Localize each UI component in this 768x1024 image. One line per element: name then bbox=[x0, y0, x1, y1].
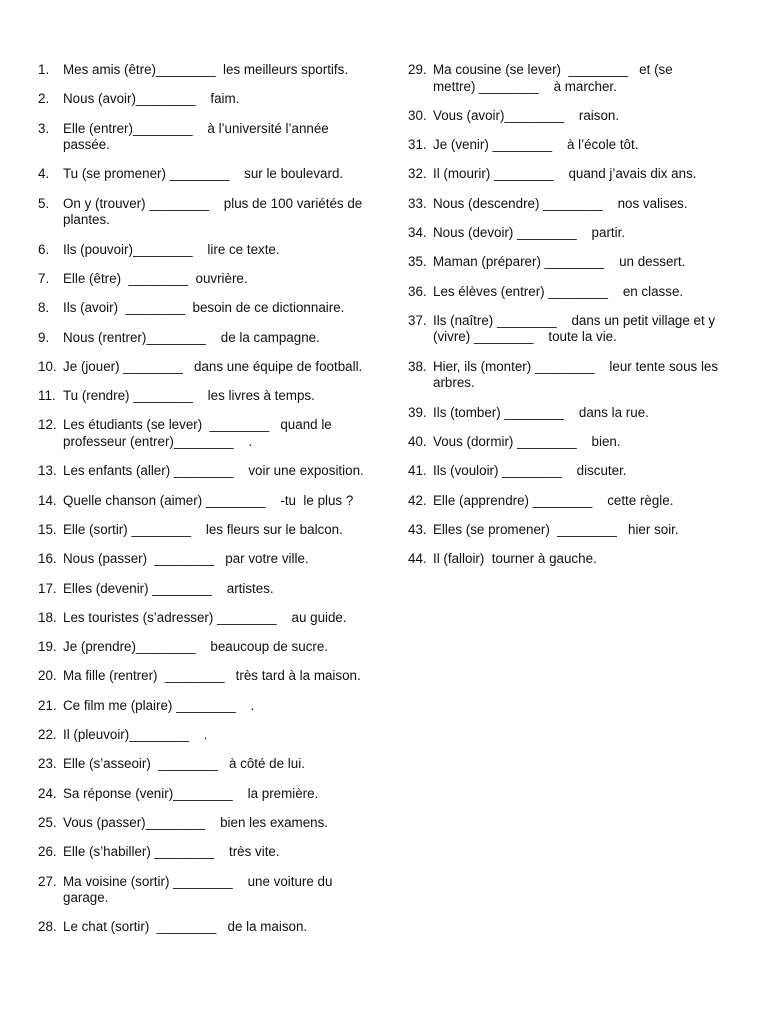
exercise-text: Elles (devenir) ________ artistes. bbox=[63, 580, 274, 596]
exercise-text: Je (jouer) ________ dans une équipe de football. bbox=[63, 358, 363, 374]
exercise-text: Je (venir) ________ à l’école tôt. bbox=[433, 137, 639, 153]
exercise-text: Ce film me (plaire) ________ . bbox=[63, 697, 255, 713]
exercise-number: 12. bbox=[38, 417, 57, 433]
exercise-text: Elle (sortir) ________ les fleurs sur le balcon. bbox=[63, 521, 343, 537]
exercise-text: Je (prendre)________ beaucoup de sucre. bbox=[63, 639, 329, 655]
exercise-text: Tu (rendre) ________ les livres à temps. bbox=[63, 388, 315, 404]
exercise-number: 27. bbox=[38, 873, 57, 889]
exercise-number: 32. bbox=[408, 166, 427, 182]
exercise-text: Ma fille (rentrer) ________ très tard à la maison. bbox=[63, 668, 361, 684]
exercise-item bbox=[38, 727, 383, 756]
exercise-item bbox=[38, 668, 383, 697]
exercise-number: 29. bbox=[408, 62, 427, 77]
exercise-text: Mes amis (être)________ les meilleurs sportifs. bbox=[63, 62, 349, 77]
exercise-item bbox=[408, 522, 736, 551]
exercise-item bbox=[408, 359, 736, 405]
exercise-number: 5. bbox=[38, 195, 50, 211]
exercise-number: 9. bbox=[38, 329, 50, 345]
exercise-text: Ils (avoir) ________ besoin de ce dictionnaire. bbox=[63, 300, 345, 316]
exercise-item bbox=[38, 62, 383, 91]
exercise-text: Il (mourir) ________ quand j’avais dix ans. bbox=[433, 166, 697, 182]
exercise-text: Ils (naître) ________ dans un petit village et y (vivre) ________ toute la vie. bbox=[433, 312, 716, 345]
exercise-item bbox=[38, 91, 383, 120]
exercise-item bbox=[408, 434, 736, 463]
exercise-item bbox=[38, 493, 383, 522]
exercise-number: 21. bbox=[38, 697, 57, 713]
exercise-number: 31. bbox=[408, 137, 427, 153]
exercise-number: 41. bbox=[408, 463, 427, 479]
exercise-column-left bbox=[38, 62, 383, 949]
exercise-number: 15. bbox=[38, 521, 57, 537]
exercise-item bbox=[38, 756, 383, 785]
exercise-text: Tu (se promener) ________ sur le boulevard. bbox=[63, 166, 344, 182]
exercise-number: 13. bbox=[38, 463, 57, 479]
exercise-number: 22. bbox=[38, 727, 57, 743]
exercise-item bbox=[38, 463, 383, 492]
exercise-number: 17. bbox=[38, 580, 57, 596]
exercise-item bbox=[38, 581, 383, 610]
exercise-item bbox=[38, 919, 383, 948]
exercise-text: Les enfants (aller) ________ voir une exposition. bbox=[63, 463, 364, 479]
exercise-number: 40. bbox=[408, 434, 427, 450]
exercise-item bbox=[38, 522, 383, 551]
exercise-item bbox=[408, 551, 736, 580]
exercise-column-right bbox=[408, 62, 736, 581]
exercise-text: Nous (rentrer)________ de la campagne. bbox=[63, 329, 320, 345]
exercise-number: 6. bbox=[38, 241, 50, 257]
exercise-text: Nous (avoir)________ faim. bbox=[63, 91, 240, 107]
exercise-item bbox=[408, 108, 736, 137]
exercise-item bbox=[38, 300, 383, 329]
exercise-item bbox=[408, 284, 736, 313]
exercise-text: Elle (entrer)________ à l’université l’année passée. bbox=[63, 120, 329, 153]
exercise-text: Hier, ils (monter) ________ leur tente sous les arbres. bbox=[433, 358, 719, 391]
exercise-item bbox=[408, 62, 736, 108]
exercise-number: 39. bbox=[408, 404, 427, 420]
exercise-item bbox=[408, 166, 736, 195]
exercise-number: 16. bbox=[38, 551, 57, 567]
exercise-text: Nous (descendre) ________ nos valises. bbox=[433, 195, 688, 211]
exercise-number: 2. bbox=[38, 91, 50, 107]
exercise-text: Elles (se promener) ________ hier soir. bbox=[433, 521, 679, 537]
exercise-item bbox=[38, 815, 383, 844]
exercise-item bbox=[38, 388, 383, 417]
exercise-text: Le chat (sortir) ________ de la maison. bbox=[63, 919, 308, 935]
exercise-number: 7. bbox=[38, 270, 50, 286]
exercise-text: Maman (préparer) ________ un dessert. bbox=[433, 254, 686, 270]
exercise-text: Les élèves (entrer) ________ en classe. bbox=[433, 283, 684, 299]
exercise-item bbox=[38, 121, 383, 167]
exercise-number: 24. bbox=[38, 785, 57, 801]
exercise-number: 30. bbox=[408, 107, 427, 123]
exercise-number: 34. bbox=[408, 225, 427, 241]
exercise-number: 26. bbox=[38, 844, 57, 860]
exercise-item bbox=[408, 463, 736, 492]
exercise-number: 42. bbox=[408, 492, 427, 508]
exercise-text: Les touristes (s’adresser) ________ au guide. bbox=[63, 609, 347, 625]
exercise-number: 28. bbox=[38, 919, 57, 935]
exercise-item bbox=[38, 844, 383, 873]
exercise-item bbox=[408, 225, 736, 254]
exercise-number: 8. bbox=[38, 300, 50, 316]
exercise-text: Ma cousine (se lever) ________ et (se mettre) ________ à marcher. bbox=[433, 62, 673, 94]
exercise-number: 10. bbox=[38, 358, 57, 374]
exercise-item bbox=[408, 313, 736, 359]
exercise-item bbox=[38, 786, 383, 815]
exercise-item bbox=[38, 610, 383, 639]
exercise-text: Nous (passer) ________ par votre ville. bbox=[63, 551, 309, 567]
exercise-text: Il (pleuvoir)________ . bbox=[63, 727, 208, 743]
exercise-text: Ils (pouvoir)________ lire ce texte. bbox=[63, 241, 280, 257]
exercise-number: 11. bbox=[38, 388, 56, 404]
exercise-item bbox=[38, 166, 383, 195]
exercise-number: 14. bbox=[38, 492, 57, 508]
exercise-item bbox=[38, 271, 383, 300]
exercise-text: Elle (s’asseoir) ________ à côté de lui. bbox=[63, 756, 305, 772]
exercise-text: Ils (tomber) ________ dans la rue. bbox=[433, 404, 649, 420]
exercise-text: Quelle chanson (aimer) ________ -tu le plus ? bbox=[63, 492, 354, 508]
exercise-number: 4. bbox=[38, 166, 50, 182]
exercise-item bbox=[38, 639, 383, 668]
exercise-text: Sa réponse (venir)________ la première. bbox=[63, 785, 319, 801]
exercise-number: 37. bbox=[408, 312, 427, 328]
exercise-item bbox=[38, 551, 383, 580]
exercise-number: 18. bbox=[38, 609, 57, 625]
exercise-item bbox=[38, 874, 383, 920]
exercise-item bbox=[408, 254, 736, 283]
exercise-number: 3. bbox=[38, 120, 50, 136]
exercise-text: Elle (être) ________ ouvrière. bbox=[63, 270, 248, 286]
exercise-number: 1. bbox=[38, 62, 50, 77]
exercise-item bbox=[38, 330, 383, 359]
exercise-item bbox=[38, 698, 383, 727]
exercise-number: 35. bbox=[408, 254, 427, 270]
exercise-text: Vous (dormir) ________ bien. bbox=[433, 434, 621, 450]
exercise-text: Les étudiants (se lever) ________ quand le professeur (entrer)________ . bbox=[63, 417, 332, 449]
exercise-item bbox=[408, 196, 736, 225]
exercise-text: Ils (vouloir) ________ discuter. bbox=[433, 463, 627, 479]
exercise-number: 36. bbox=[408, 283, 427, 299]
exercise-number: 44. bbox=[408, 551, 427, 567]
exercise-text: On y (trouver) ________ plus de 100 variétés de plantes. bbox=[63, 195, 363, 228]
exercise-text: Ma voisine (sortir) ________ une voiture du garage. bbox=[63, 873, 333, 905]
exercise-number: 19. bbox=[38, 639, 57, 655]
exercise-item bbox=[38, 417, 383, 463]
exercise-item bbox=[38, 242, 383, 271]
exercise-text: Vous (avoir)________ raison. bbox=[433, 107, 620, 123]
exercise-number: 20. bbox=[38, 668, 57, 684]
exercise-item bbox=[408, 137, 736, 166]
exercise-text: Elle (s’habiller) ________ très vite. bbox=[63, 844, 280, 860]
exercise-item bbox=[408, 405, 736, 434]
exercise-number: 25. bbox=[38, 814, 57, 830]
exercise-number: 23. bbox=[38, 756, 57, 772]
exercise-number: 43. bbox=[408, 521, 427, 537]
exercise-item bbox=[408, 493, 736, 522]
exercise-text: Nous (devoir) ________ partir. bbox=[433, 225, 626, 241]
exercise-text: Vous (passer)________ bien les examens. bbox=[63, 814, 329, 830]
exercise-number: 38. bbox=[408, 358, 427, 374]
exercise-text: Elle (apprendre) ________ cette règle. bbox=[433, 492, 674, 508]
exercise-number: 33. bbox=[408, 195, 427, 211]
exercise-item bbox=[38, 359, 383, 388]
exercise-item bbox=[38, 196, 383, 242]
exercise-text: Il (falloir) tourner à gauche. bbox=[433, 551, 597, 567]
